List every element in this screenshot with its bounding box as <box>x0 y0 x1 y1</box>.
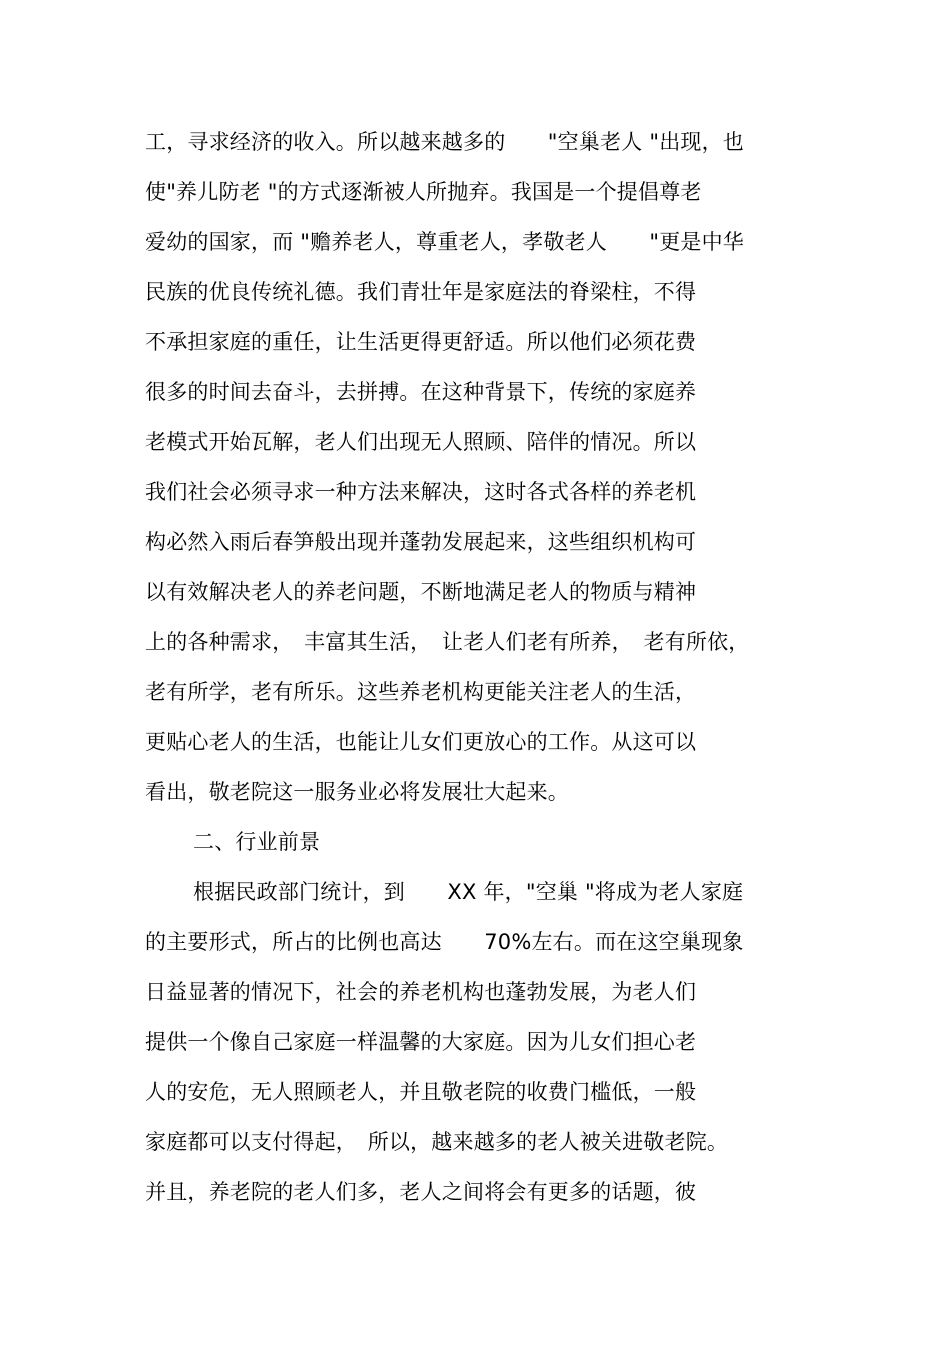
paragraph-line: 的主要形式，所占的比例也高达 70%左右。而在这空巢现象 <box>145 930 744 954</box>
section-heading: 二、行业前景 <box>193 830 321 854</box>
paragraph-line: 根据民政部门统计，到 XX 年，"空巢 "将成为老人家庭 <box>193 880 744 904</box>
paragraph-line: 以有效解决老人的养老问题，不断地满足老人的物质与精神 <box>145 580 697 604</box>
paragraph-line: 构必然入雨后春笋般出现并蓬勃发展起来，这些组织机构可 <box>145 530 697 554</box>
paragraph-line: 老有所学，老有所乐。这些养老机构更能关注老人的生活， <box>145 680 697 704</box>
paragraph-line: 不承担家庭的重任，让生活更得更舒适。所以他们必须花费 <box>145 330 697 354</box>
paragraph-line: 使"养儿防老 "的方式逐渐被人所抛弃。我国是一个提倡尊老 <box>145 180 702 204</box>
paragraph-line: 民族的优良传统礼德。我们青壮年是家庭法的脊梁柱，不得 <box>145 280 697 304</box>
paragraph-line: 并且，养老院的老人们多，老人之间将会有更多的话题，彼 <box>145 1180 697 1204</box>
paragraph-line: 提供一个像自己家庭一样温馨的大家庭。因为儿女们担心老 <box>145 1030 697 1054</box>
paragraph-line: 很多的时间去奋斗，去拼搏。在这种背景下，传统的家庭养 <box>145 380 697 404</box>
paragraph-line: 爱幼的国家，而 "赡养老人，尊重老人，孝敬老人 "更是中华 <box>145 230 744 254</box>
paragraph-line: 日益显著的情况下，社会的养老机构也蓬勃发展，为老人们 <box>145 980 697 1004</box>
paragraph-line: 上的各种需求， 丰富其生活， 让老人们老有所养， 老有所依， <box>145 630 750 654</box>
paragraph-line: 更贴心老人的生活，也能让儿女们更放心的工作。从这可以 <box>145 730 697 754</box>
paragraph-line: 人的安危，无人照顾老人，并且敬老院的收费门槛低，一般 <box>145 1080 697 1104</box>
paragraph-line: 家庭都可以支付得起， 所以，越来越多的老人被关进敬老院。 <box>145 1130 729 1154</box>
paragraph-line: 老模式开始瓦解，老人们出现无人照顾、陪伴的情况。所以 <box>145 430 697 454</box>
paragraph-line: 工，寻求经济的收入。所以越来越多的 "空巢老人 "出现，也 <box>145 130 744 154</box>
paragraph-line: 我们社会必须寻求一种方法来解决，这时各式各样的养老机 <box>145 480 697 504</box>
paragraph-line: 看出，敬老院这一服务业必将发展壮大起来。 <box>145 780 569 804</box>
